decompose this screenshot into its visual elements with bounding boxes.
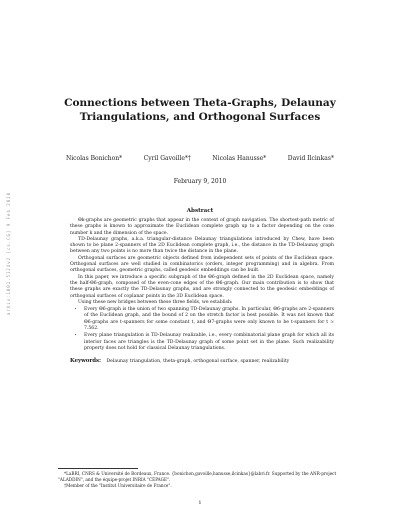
author-name: Cyril Gavoille*† (143, 155, 191, 162)
abstract-paragraph: Orthogonal surfaces are geometric objects defined from independent sets of points of the Euclidean space. Orthogonal surfaces are well studied in combinatorics (orders, integer programming) and in algebra. From orthogonal surfaces, geometric graphs, called geodesic embeddings can be built. (70, 255, 334, 274)
author-name: Nicolas Bonichon* (66, 155, 123, 162)
footnote: *LaBRI, CNRS & Université de Bordeaux, France. {bonichon,gavoille,hanusse,ilcinkas}@labri.fr. Supported by the ANR-project "ALADDIN", and the équipe-projet INRIA "CÉPAGE". (58, 471, 337, 482)
keywords-text: Delaunay triangulation, theta-graph, orthogonal surface, spanner, realizability (106, 359, 290, 365)
abstract-paragraph: In this paper, we introduce a specific subgraph of the Θ6-graph defined in the 2D Euclidean space, namely the half-Θ6-graph, composed of the even-cone edges of the Θ6-graph. Our main contribution is to show that these graphs are exactly the TD-Delaunay graphs, and are strongly connected to the geodesic embeddings of orthogonal surfaces of coplanar points in the 3D Euclidean space. (70, 274, 334, 299)
title-line-1: Connections between Theta-Graphs, Delaunay (64, 97, 336, 109)
author-list (58, 155, 342, 162)
keywords-line (70, 358, 334, 365)
abstract-paragraph: Θk-graphs are geometric graphs that appear in the context of graph navigation. The shortest-path metric of these graphs is known to approximate the Euclidean complete graph up to a factor depending on the cone number k and the dimension of the space. (70, 218, 334, 236)
title-line-2: Triangulations, and Orthogonal Surfaces (79, 110, 321, 123)
paper-date: February 9, 2010 (173, 178, 227, 185)
author-name: Nicolas Hanusse* (212, 155, 267, 162)
keywords-label: Keywords: (70, 358, 101, 365)
paper-title (58, 97, 342, 124)
abstract-body (70, 218, 334, 366)
footnotes (58, 471, 342, 489)
abstract-paragraph: TD-Delaunay graphs, a.k.a. triangular-distance Delaunay triangulations introduced by Chew, have been shown to be plane 2-spanners of the 2D Euclidean complete graph, i.e., the distance in the TD-Delaunay graph between any two points is no more than twice the distance in the plane. (70, 236, 334, 255)
footnote: †Member of the "Institut Universitaire de France". (64, 483, 172, 489)
author-name: David Ilcinkas* (287, 155, 334, 162)
arxiv-side-stamp: arXiv:1001.5124v2 [cs.CG] 9 Feb 2010 (6, 192, 11, 316)
abstract-paragraph: Using these new bridges between these three fields, we establish: (78, 299, 233, 305)
footnote-rule (58, 468, 138, 469)
result-item: • Every Θ6-graph is the union of two spanning TD-Delaunay graphs. In particular, Θ6-graphs are 2-spanners of the Euclidean graph, and the bound of 2 on the stretch factor is best possible. It was not known that Θ6-graphs are t-spanners for some constant t, and Θ7-graphs were only known to be t-spanners for t ≃ 7.562. (84, 307, 334, 332)
result-list (70, 307, 334, 352)
page-number: 1 (198, 500, 202, 506)
result-item: • Every plane triangulation is TD-Delaunay realizable, i.e., every combinatorial plane graph for which all its interior faces are triangles is the TD-Delaunay graph of some point set in the plane. Such realizability property does not hold for classical Delaunay triangulations. (84, 333, 334, 352)
abstract-heading: Abstract (186, 208, 214, 214)
